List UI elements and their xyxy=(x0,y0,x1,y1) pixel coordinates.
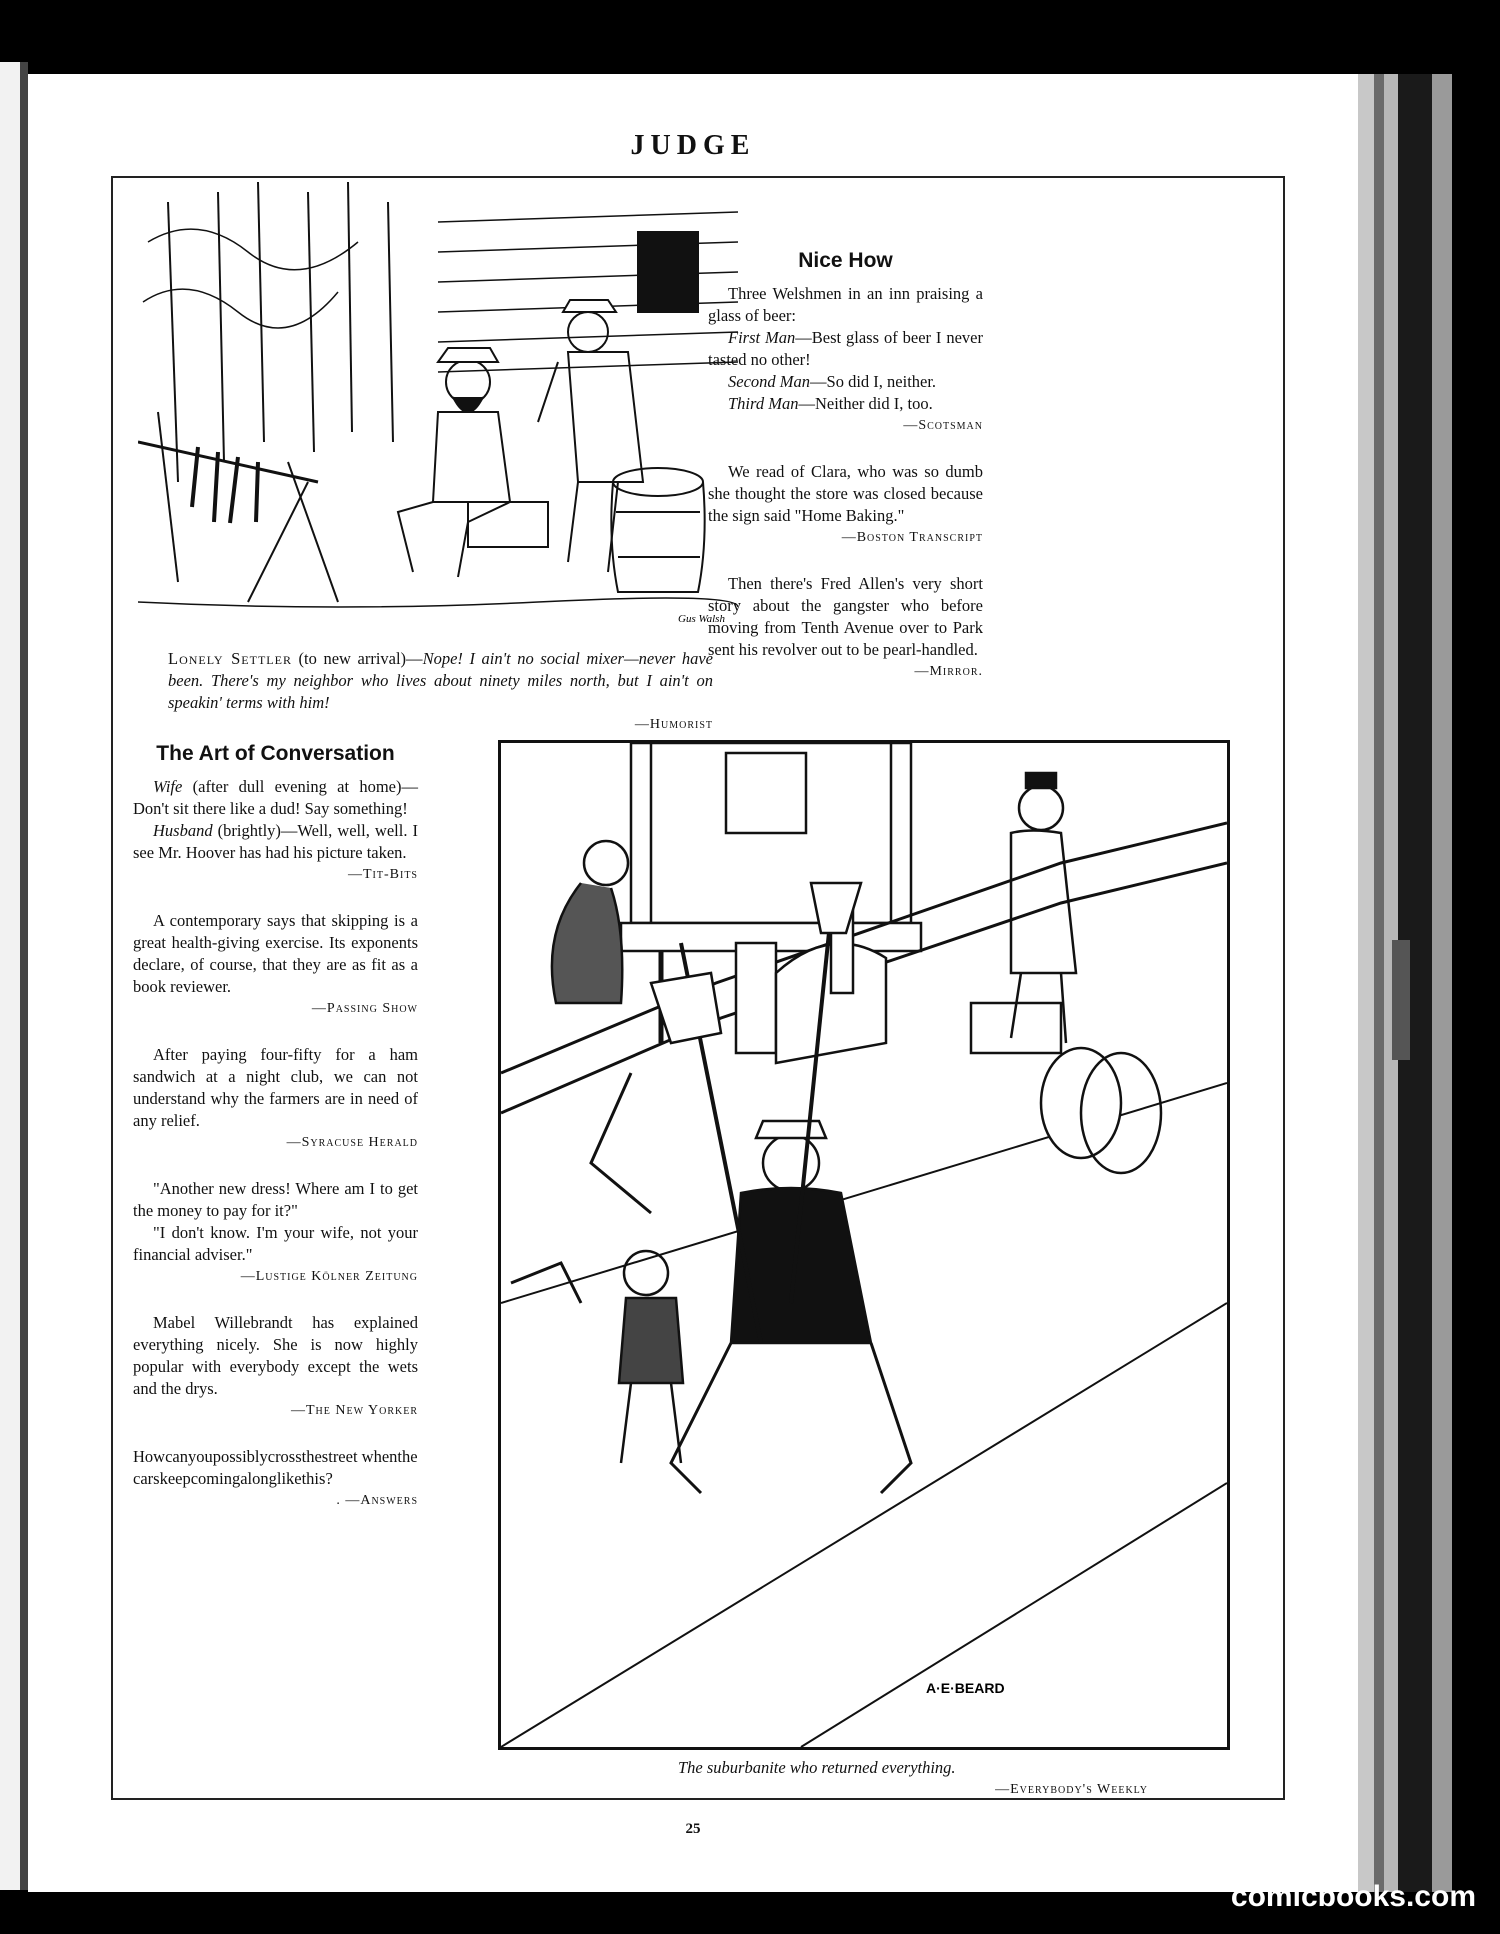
nice-how-title: Nice How xyxy=(798,249,893,272)
settler-caption xyxy=(168,648,713,736)
art-of-conversation-column xyxy=(133,742,418,1512)
suburbanite-caption xyxy=(638,1757,1188,1801)
source-credit: —Scotsman xyxy=(903,418,983,433)
dialogue-line: Third Man—Neither did I, too. xyxy=(728,394,933,413)
page-edge xyxy=(1358,74,1374,1892)
source-credit: —Passing Show xyxy=(311,1001,418,1016)
caption-speaker: Lonely Settler xyxy=(168,649,292,668)
dialogue-line: Husband (brightly)—Well, well, well. I see Mr. Hoover has had his picture taken. xyxy=(133,821,418,862)
joke-text: A contemporary says that skipping is a great health-giving exercise. Its exponents declare, of course, that they are as fit as a book reviewer. xyxy=(133,911,418,996)
caption-setup: (to new arrival)— xyxy=(298,649,423,668)
page-edge-strip xyxy=(1392,940,1410,1060)
source-credit: —The New Yorker xyxy=(290,1403,418,1418)
source-credit: —Boston Transcript xyxy=(841,530,983,545)
page-edge xyxy=(1452,74,1500,1892)
joke-text: "I don't know. I'm your wife, not your financial adviser." xyxy=(133,1223,418,1264)
joke-text: We read of Clara, who was so dumb she thought the store was closed because the sign said "Home Baking." xyxy=(708,462,983,525)
magazine-title: JUDGE xyxy=(630,130,756,161)
page-number: 25 xyxy=(685,1821,701,1837)
joke-text: After paying four-fifty for a ham sandwich at a night club, we can not understand why the farmers are in need of any relief. xyxy=(133,1045,418,1130)
source-credit: . —Answers xyxy=(336,1493,418,1508)
cartoon1-signature: Gus Walsh xyxy=(678,613,725,625)
suburbanite-cartoon xyxy=(498,740,1230,1750)
suburbanite-cartoon-drawing xyxy=(501,743,1227,1747)
settler-cartoon xyxy=(138,182,738,642)
joke-text: Mabel Willebrandt has explained everything nicely. She is now highly popular with everybody except the wets and the drys. xyxy=(133,1313,418,1398)
site-watermark: comicbooks.com xyxy=(1230,1880,1476,1913)
caption-quote: Nope! I ain't no social mixer—never have been. There's my neighbor who lives about ninety miles north, but I ain't on speakin' terms with him! xyxy=(168,649,713,712)
nice-how-column xyxy=(708,249,983,683)
page-edge xyxy=(1432,74,1452,1892)
dialogue-line: Wife (after dull evening at home)—Don't sit there like a dud! Say something! xyxy=(133,777,418,818)
joke-text: Then there's Fred Allen's very short story about the gangster who before moving from Tenth Avenue over to Park sent his revolver out to be pearl-handled. xyxy=(708,574,983,659)
settler-cartoon-drawing xyxy=(138,182,738,642)
joke-text: "Another new dress! Where am I to get the money to pay for it?" xyxy=(133,1179,418,1220)
dialogue-line: Second Man—So did I, neither. xyxy=(728,372,937,391)
page-edge xyxy=(1374,74,1384,1892)
caption-source: —Humorist xyxy=(634,717,713,732)
joke-text: Howcanyoupossiblycrossthestreet whenthecarskeepcomingalonglikethis? xyxy=(133,1447,418,1488)
magazine-page xyxy=(28,74,1358,1892)
binding-shadow xyxy=(20,62,28,1890)
nice-how-intro: Three Welshmen in an inn praising a glass of beer: xyxy=(708,284,983,325)
source-credit: —Syracuse Herald xyxy=(286,1135,418,1150)
caption-source: —Everybody's Weekly xyxy=(995,1782,1148,1797)
cartoon2-signature: A·E·BEARD xyxy=(926,1680,1005,1696)
source-credit: —Lustige Kölner Zeitung xyxy=(240,1269,418,1284)
dialogue-line: First Man—Best glass of beer I never tasted no other! xyxy=(708,328,983,369)
source-credit: —Tit-Bits xyxy=(348,867,418,882)
left-page-edge xyxy=(0,62,20,1890)
art-of-conversation-title: The Art of Conversation xyxy=(156,742,395,765)
caption-text: The suburbanite who returned everything. xyxy=(678,1758,956,1777)
source-credit: —Mirror. xyxy=(914,664,983,679)
